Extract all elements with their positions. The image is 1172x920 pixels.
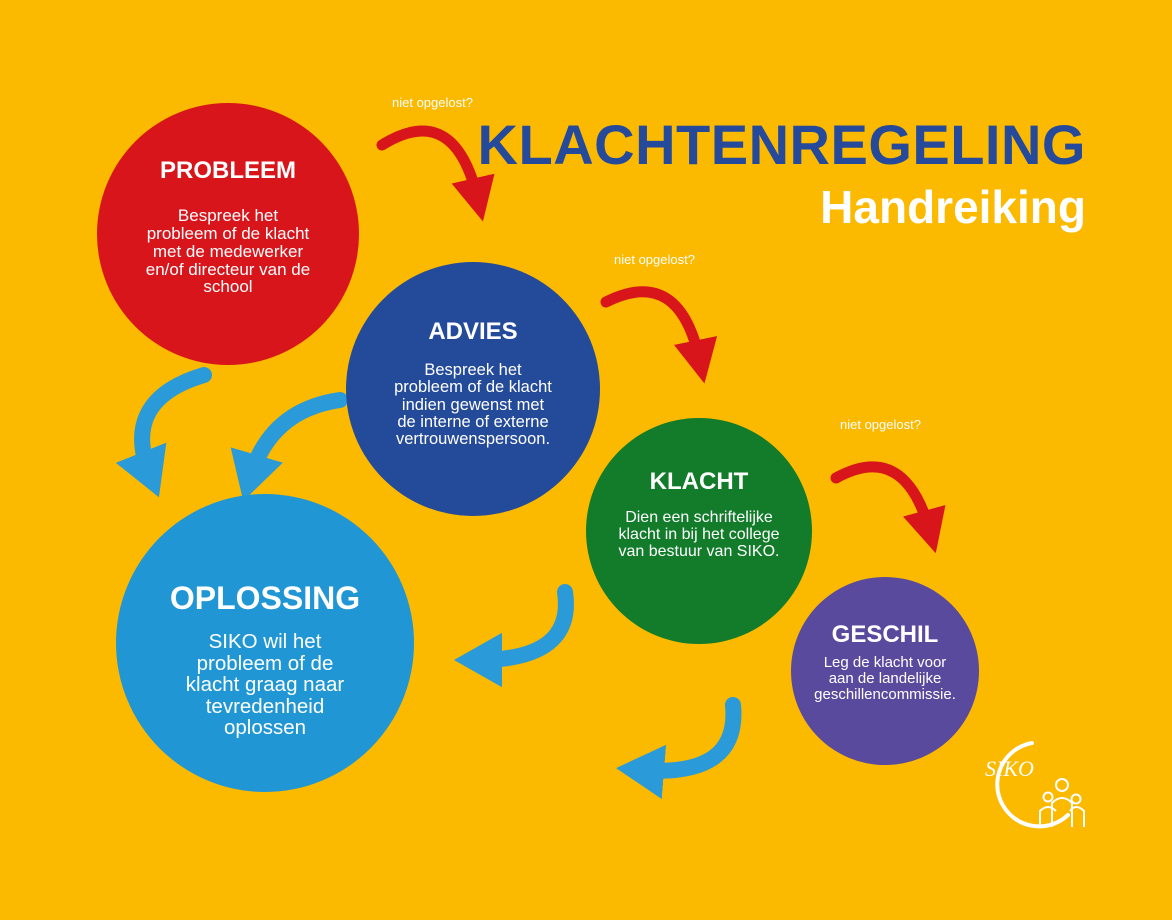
siko-logo <box>980 735 1088 835</box>
step-line: school <box>203 277 253 297</box>
step-line: van bestuur van SIKO. <box>618 542 780 560</box>
blue-arrow-geschil-oplossing <box>640 705 733 771</box>
step-line: SIKO wil het <box>208 630 322 653</box>
step-line: vertrouwenspersoon. <box>395 430 551 449</box>
note-not-resolved: niet opgelost? <box>840 417 921 432</box>
step-advies <box>346 262 600 516</box>
step-line: met de medewerker <box>152 241 304 261</box>
red-arrow-probleem-advies <box>382 131 478 200</box>
step-line: Dien een schriftelijke <box>625 509 773 526</box>
logo-text: SIKO <box>985 756 1034 781</box>
step-heading: GESCHIL <box>831 621 939 648</box>
step-heading: OPLOSSING <box>169 580 361 616</box>
step-heading: PROBLEEM <box>159 157 296 184</box>
step-line: oplossen <box>223 716 307 740</box>
step-line: geschillencommissie. <box>814 685 956 703</box>
step-line: Leg de klacht voor <box>823 654 947 671</box>
step-heading: KLACHT <box>649 468 749 495</box>
step-geschil <box>791 577 979 765</box>
red-arrow-klacht-geschil <box>836 467 930 532</box>
step-klacht <box>586 418 812 644</box>
step-heading: ADVIES <box>428 318 518 345</box>
red-arrow-advies-klacht <box>606 292 700 362</box>
step-line: aan de landelijke <box>828 669 942 687</box>
blue-arrow-klacht-oplossing <box>478 592 566 660</box>
step-line: tevredenheid <box>205 694 325 718</box>
step-description <box>125 207 331 296</box>
step-description <box>604 510 794 560</box>
diagram-subtitle: Handreiking <box>820 181 1086 233</box>
step-oplossing <box>116 494 414 792</box>
step-line: en/of directeur van de <box>145 259 311 279</box>
step-line: Bespreek het <box>177 206 279 225</box>
step-line: klacht graag naar <box>185 673 345 697</box>
blue-arrow-probleem-oplossing <box>142 375 204 475</box>
step-line: probleem of de klacht <box>394 378 552 397</box>
step-line: indien gewenst met <box>401 395 545 414</box>
step-line: Bespreek het <box>424 361 522 379</box>
step-line: probleem of de klacht <box>146 223 310 243</box>
diagram-title: KLACHTENREGELING <box>477 113 1086 176</box>
step-probleem <box>97 103 359 365</box>
step-description <box>370 362 576 449</box>
step-line: klacht in bij het college <box>618 525 780 543</box>
blue-arrow-advies-oplossing <box>250 400 340 478</box>
step-line: probleem of de <box>196 651 334 675</box>
step-description <box>797 655 973 702</box>
note-not-resolved: niet opgelost? <box>392 95 473 110</box>
step-description <box>142 631 388 739</box>
step-line: de interne of externe <box>397 412 549 431</box>
note-not-resolved: niet opgelost? <box>614 252 695 267</box>
